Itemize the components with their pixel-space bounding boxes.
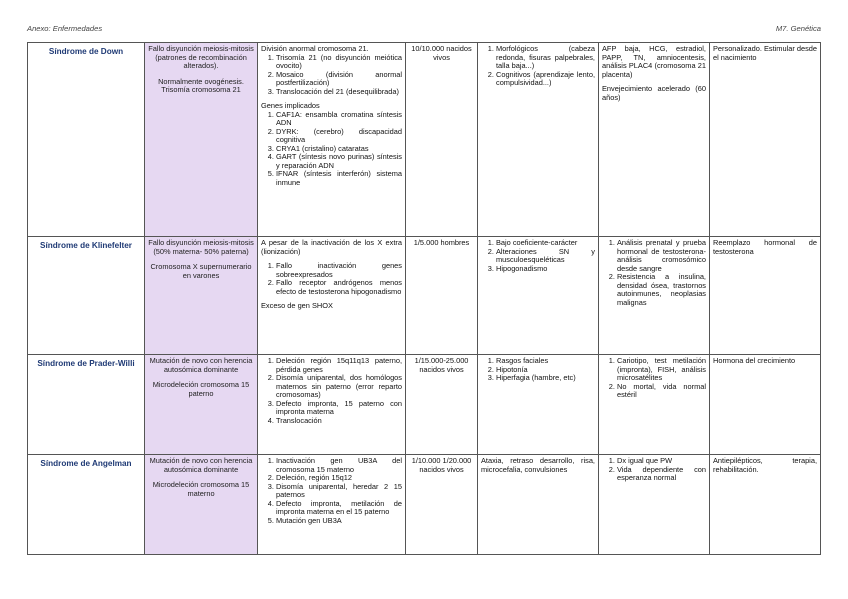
list-item: 4. GART (síntesis novo purinas) síntesis y reparación ADN bbox=[276, 153, 402, 170]
table-row bbox=[28, 355, 821, 455]
table-row bbox=[28, 43, 821, 237]
clinic-cell bbox=[478, 355, 599, 455]
list-item: 2. Mosaico (división anormal postfertilización) bbox=[276, 71, 402, 88]
incidence-cell: 1/10.000 1/20.000 nacidos vivos bbox=[406, 455, 478, 555]
treatment-cell: Reemplazo hormonal de testosterona bbox=[710, 237, 821, 355]
genetics-cell: A pesar de la inactivación de los X extra (lionización) 1. Fallo inactivación genes sobreexpresados 2. Fallo receptor andrógenos menos efecto de testosterona hipogonadismo Exceso de gen SHOX bbox=[258, 237, 406, 355]
list-item: 2. Deleción, región 15q12 bbox=[276, 474, 402, 483]
disease-name: Síndrome de Angelman bbox=[28, 455, 145, 555]
list-item: 1. Dx igual que PW bbox=[617, 457, 706, 466]
disease-name: Síndrome de Klinefelter bbox=[28, 237, 145, 355]
list-item: 2. Vida dependiente con esperanza normal bbox=[617, 466, 706, 483]
diagnosis-cell bbox=[599, 355, 710, 455]
cause-cell: Mutación de novo con herencia autosómica dominante Microdeleción cromosoma 15 materno bbox=[145, 455, 258, 555]
list-item: 5. Mutación gen UB3A bbox=[276, 517, 402, 526]
treatment-cell: Hormona del crecimiento bbox=[710, 355, 821, 455]
cause-cell: Fallo disyunción meiosis-mitosis (patrones de recombinación alterados). Normalmente ovogénesis. Trisomía cromosoma 21 bbox=[145, 43, 258, 237]
list-item: 2. Alteraciones SN y musculoesqueléticas bbox=[496, 248, 595, 265]
treatment-cell: Personalizado. Estimular desde el nacimiento bbox=[710, 43, 821, 237]
list-item: 2. DYRK: (cerebro) discapacidad cognitiva bbox=[276, 128, 402, 145]
list-item: 3. Hipogonadismo bbox=[496, 265, 595, 274]
list-item: 2. No mortal, vida normal estéril bbox=[617, 383, 706, 400]
diagnosis-cell bbox=[599, 237, 710, 355]
cause-cell: Mutación de novo con herencia autosómica dominante Microdeleción cromosoma 15 paterno bbox=[145, 355, 258, 455]
list-item: 1. CAF1A: ensambla cromatina síntesis ADN bbox=[276, 111, 402, 128]
list-item: 1. Morfológicos (cabeza redonda, fisuras palpebrales, talla baja...) bbox=[496, 45, 595, 71]
list-item: 3. CRYA1 (cristalino) cataratas bbox=[276, 145, 402, 154]
list-item: 3. Hiperfagia (hambre, etc) bbox=[496, 374, 595, 383]
list-item: 1. Fallo inactivación genes sobreexpresados bbox=[276, 262, 402, 279]
genetics-cell: División anormal cromosoma 21. 1. Trisomía 21 (no disyunción meiótica ovocito) 2. Mosaico (división anormal postfertilización) 3. Translocación del 21 (desequilibrada) Genes implicados 1. CAF1A: ensambla cromatina síntesis ADN 2. DYRK: (cerebro) discapacidad cognitiva 3. CRYA1 (cristalino) cataratas 4. GART (síntesis novo purinas) síntesis y reparación ADN 5. IFNAR (síntesis interferón) sistema inmune bbox=[258, 43, 406, 237]
list-item: 3. Translocación del 21 (desequilibrada) bbox=[276, 88, 402, 97]
header-module-label: M7. Genética bbox=[775, 24, 821, 33]
cause-cell: Fallo disyunción meiosis-mitosis (50% materna- 50% paterna) Cromosoma X supernumerario en varones bbox=[145, 237, 258, 355]
diseases-table bbox=[27, 42, 821, 555]
incidence-cell: 10/10.000 nacidos vivos bbox=[406, 43, 478, 237]
clinic-cell bbox=[478, 237, 599, 355]
list-item: 5. IFNAR (síntesis interferón) sistema inmune bbox=[276, 170, 402, 187]
table-row bbox=[28, 237, 821, 355]
genetics-cell bbox=[258, 455, 406, 555]
list-item: 1. Análisis prenatal y prueba hormonal de testosterona-análisis cromosómico desde sangre bbox=[617, 239, 706, 273]
list-item: 4. Defecto impronta, metilación de impronta materna en el 15 paterno bbox=[276, 500, 402, 517]
list-item: 2. Cognitivos (aprendizaje lento, compulsividad...) bbox=[496, 71, 595, 88]
list-item: 1. Trisomía 21 (no disyunción meiótica ovocito) bbox=[276, 54, 402, 71]
diagnosis-cell: AFP baja, HCG, estradiol, PAPP, TN, amniocentesis, análisis PLAC4 (cromosoma 21 placenta) Envejecimiento acelerado (60 años) bbox=[599, 43, 710, 237]
list-item: 1. Rasgos faciales bbox=[496, 357, 595, 366]
table-row bbox=[28, 455, 821, 555]
treatment-cell: Antiepilépticos, terapia, rehabilitación. bbox=[710, 455, 821, 555]
list-item: 1. Inactivación gen UB3A del cromosoma 15 materno bbox=[276, 457, 402, 474]
list-item: 3. Defecto impronta, 15 paterno con impronta materna bbox=[276, 400, 402, 417]
header-section-label: Anexo: Enfermedades bbox=[27, 24, 103, 33]
list-item: 1. Bajo coeficiente-carácter bbox=[496, 239, 595, 248]
disease-name: Síndrome de Down bbox=[28, 43, 145, 237]
diagnosis-cell bbox=[599, 455, 710, 555]
clinic-cell: Ataxia, retraso desarrollo, risa, microcefalia, convulsiones bbox=[478, 455, 599, 555]
list-item: 2. Disomía uniparental, dos homólogos maternos sin paterno (error reparto cromosomas) bbox=[276, 374, 402, 400]
incidence-cell: 1/15.000-25.000 nacidos vivos bbox=[406, 355, 478, 455]
list-item: 2. Hipotonía bbox=[496, 366, 595, 375]
clinic-cell bbox=[478, 43, 599, 237]
list-item: 4. Translocación bbox=[276, 417, 402, 426]
genetics-cell bbox=[258, 355, 406, 455]
list-item: 1. Deleción región 15q11q13 paterno, pérdida genes bbox=[276, 357, 402, 374]
disease-name: Síndrome de Prader-Willi bbox=[28, 355, 145, 455]
list-item: 2. Fallo receptor andrógenos menos efecto de testosterona hipogonadismo bbox=[276, 279, 402, 296]
list-item: 3. Disomía uniparental, heredar 2 15 paternos bbox=[276, 483, 402, 500]
list-item: 2. Resistencia a insulina, densidad ósea, trastornos autoinmunes, neoplasias malignas bbox=[617, 273, 706, 307]
list-item: 1. Cariotipo, test metilación (impronta), FISH, análisis microsatélites bbox=[617, 357, 706, 383]
incidence-cell: 1/5.000 hombres bbox=[406, 237, 478, 355]
